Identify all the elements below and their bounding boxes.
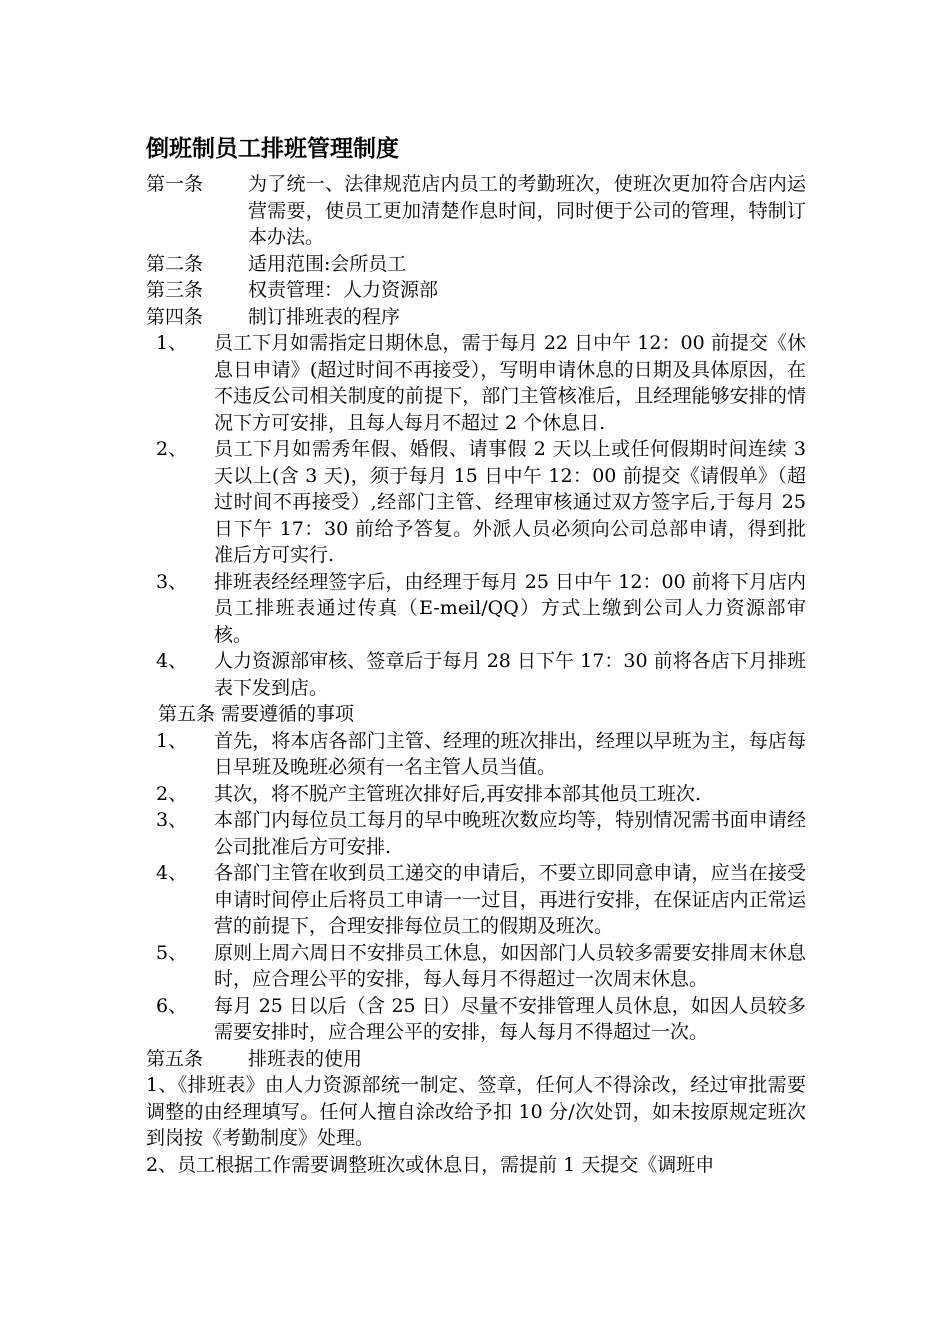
item-number: 6、: [156, 994, 188, 1017]
item-text: 每月 25 日以后（含 25 日）尽量不安排管理人员休息，如因人员较多需要安排时，应合理公平的安排，每人每月不得超过一次。: [214, 994, 806, 1043]
article-label: 第一条: [146, 173, 204, 195]
article-label: 第五条: [146, 1047, 204, 1070]
item-text: 人力资源部审核、签章后于每月 28 日下午 17：30 前将各店下月排班表下发到店。: [214, 650, 806, 699]
procedure-item-3: [146, 569, 806, 649]
rule-item-2: [146, 781, 806, 808]
item-text: 本部门内每位员工每月的早中晚班次数应均等，特别情况需书面申请经公司批准后方可安排.: [214, 809, 806, 858]
procedure-item-2: [146, 436, 806, 569]
item-text: 其次，将不脱产主管班次排好后,再安排本部其他员工班次.: [214, 782, 702, 805]
item-text: 原则上周六周日不安排员工休息，如因部门人员较多需要安排周末休息时，应合理公平的安排，每人每月不得超过一次周末休息。: [214, 941, 806, 990]
item-number: 5、: [156, 941, 188, 964]
item-text: 各部门主管在收到员工递交的申请后，不要立即同意申请，应当在接受申请时间停止后将员工申请一一过目，再进行安排，在保证店内正常运营的前提下，合理安排每位员工的假期及班次。: [214, 862, 806, 937]
article-label: 第二条: [146, 252, 204, 275]
item-number: 2、: [156, 782, 188, 805]
rule-item-4: [146, 860, 806, 940]
item-number: 3、: [156, 809, 188, 831]
item-text: 员工下月如需秀年假、婚假、请事假 2 天以上或任何假期时间连续 3 天以上(含 3 天)，须于每月 15 日中午 12：00 前提交《请假单》（超过时间不再接受）,经部门主管、经理审核通过双方签字后,于每月 25 日下午 17：30 前给予答复。外派人员必须向公司总部申请，得到批准后方可实行.: [214, 438, 806, 566]
article-3: [146, 277, 806, 304]
item-text: 首先，将本店各部门主管、经理的班次排出，经理以早班为主，每店每日早班及晚班必须有一名主管人员当值。: [214, 729, 806, 778]
rule-item-1: [146, 728, 806, 781]
procedure-item-4: [146, 648, 806, 701]
item-number: 2、: [156, 438, 188, 460]
article-text: 制订排班表的程序: [248, 305, 401, 328]
item-number: 3、: [156, 570, 188, 593]
article-2: [146, 251, 806, 278]
article-label: 第三条: [146, 279, 204, 301]
usage-paragraph-1: 1、《排班表》由人力资源部统一制定、签章，任何人不得涂改，经过审批需要调整的由经理填写。任何人擅自涂改给予扣 10 分/次处罚，如未按原规定班次到岗按《考勤制度》处理。: [146, 1074, 806, 1149]
article-1: [146, 171, 806, 251]
article-text: 为了统一、法律规范店内员工的考勤班次，使班次更加符合店内运营需要，使员工更加清楚作息时间，同时便于公司的管理，特制订本办法。: [248, 173, 806, 248]
rule-item-6: [146, 993, 806, 1046]
item-number: 4、: [156, 650, 188, 672]
article-text: 适用范围:会所员工: [248, 252, 407, 275]
procedure-item-1: [146, 330, 806, 436]
item-number: 1、: [156, 729, 188, 752]
item-text: 员工下月如需指定日期休息，需于每月 22 日中午 12：00 前提交《休息日申请》(超过时间不再接受），写明申请休息的日期及具体原因，在不违反公司相关制度的前提下，部门主管核准后，且经理能够安排的情况下方可安排，且每人每月不超过 2 个休息日.: [214, 332, 806, 434]
section-5-heading: 第五条 需要遵循的事项: [158, 703, 355, 725]
rule-item-5: [146, 940, 806, 993]
item-number: 1、: [156, 332, 188, 354]
section-5b: [146, 1046, 806, 1073]
article-label: 第四条: [146, 305, 204, 328]
article-text: 权责管理：人力资源部: [248, 279, 439, 301]
document-body: [146, 171, 806, 1178]
article-text: 排班表的使用: [248, 1047, 363, 1070]
rule-item-3: [146, 807, 806, 860]
document-title: 倒班制员工排班管理制度: [146, 136, 399, 162]
article-4: [146, 304, 806, 331]
item-text: 排班表经经理签字后，由经理于每月 25 日中午 12：00 前将下月店内员工排班表通过传真（E-meil/QQ）方式上缴到公司人力资源部审核。: [214, 570, 806, 646]
item-number: 4、: [156, 862, 188, 884]
usage-paragraph-2: 2、员工根据工作需要调整班次或休息日，需提前 1 天提交《调班申: [146, 1153, 715, 1176]
